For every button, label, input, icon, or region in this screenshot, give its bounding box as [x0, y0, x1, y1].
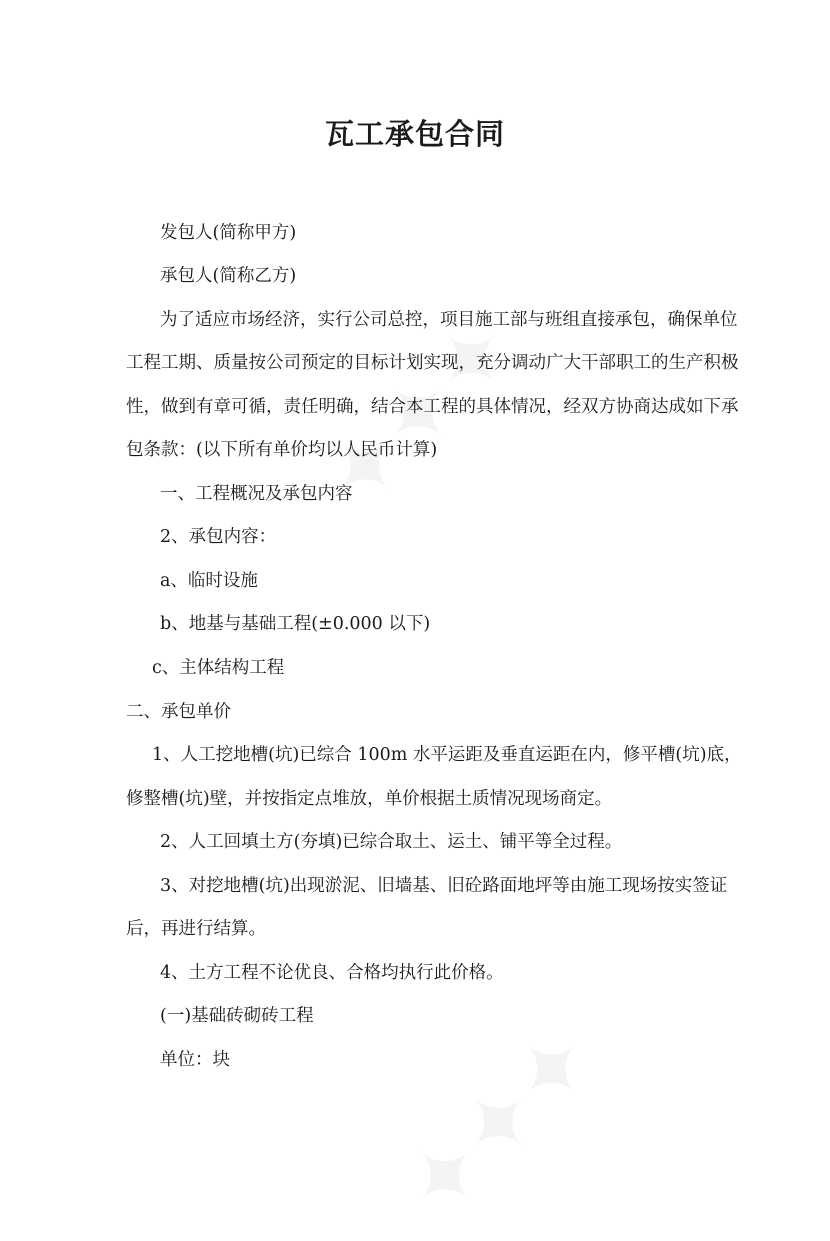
clause-1-line-2: 修整槽(坑)壁，并按指定点堆放，单价根据土质情况现场商定。 — [126, 789, 613, 809]
scope-item-c: c、主体结构工程 — [152, 658, 285, 678]
clause-2: 2、人工回填土方(夯填)已综合取土、运土、铺平等全过程。 — [160, 832, 623, 852]
party-b-line: 承包人(简称乙方) — [160, 266, 297, 286]
clause-3-line-1: 3、对挖地槽(坑)出现淤泥、旧墙基、旧砼路面地坪等由施工现场按实签证 — [160, 876, 728, 896]
unit-line: 单位：块 — [160, 1050, 230, 1070]
preamble-line-2: 工程工期、质量按公司预定的目标计划实现，充分调动广大干部职工的生产积极 — [126, 353, 739, 373]
watermark-bottom — [383, 983, 638, 1238]
subsection-heading: (一)基础砖砌砖工程 — [160, 1006, 314, 1026]
section-2-heading: 二、承包单价 — [126, 702, 231, 722]
contract-scope-heading: 2、承包内容： — [160, 527, 277, 547]
scope-item-b: b、地基与基础工程(±0.000 以下) — [160, 614, 431, 634]
preamble-line-4: 包条款：(以下所有单价均以人民币计算) — [126, 440, 438, 460]
clause-1-line-1: 1、人工挖地槽(坑)已综合 100m 水平运距及垂直运距在内，修平槽(坑)底， — [152, 745, 742, 765]
party-a-line: 发包人(简称甲方) — [160, 223, 297, 243]
scope-item-a: a、临时设施 — [160, 571, 258, 591]
preamble-line-3: 性，做到有章可循，责任明确，结合本工程的具体情况，经双方协商达成如下承 — [126, 397, 739, 417]
document-title: 瓦工承包合同 — [324, 117, 505, 151]
clause-4: 4、土方工程不论优良、合格均执行此价格。 — [160, 963, 504, 983]
section-1-heading: 一、工程概况及承包内容 — [160, 484, 353, 504]
preamble-line-1: 为了适应市场经济，实行公司总控，项目施工部与班组直接承包，确保单位 — [160, 310, 738, 330]
clause-3-line-2: 后，再进行结算。 — [126, 919, 266, 939]
